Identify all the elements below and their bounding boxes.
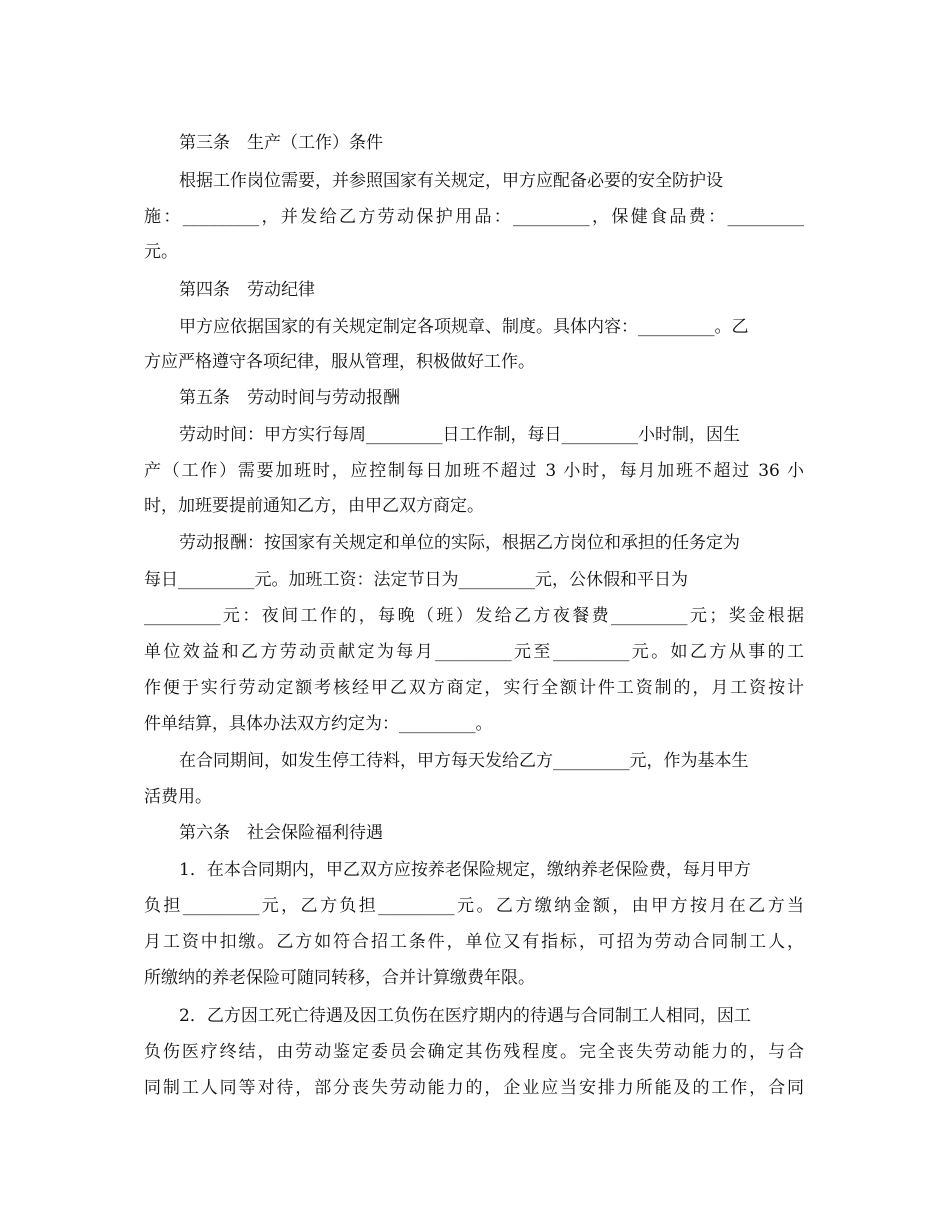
article-4-heading: 第四条 劳动纪律 (179, 280, 315, 300)
paragraph-line: 甲方应依据国家的有关规定制定各项规章、制度。具体内容：_________。乙 (179, 317, 749, 337)
paragraph-line: 所缴纳的养老保险可随同转移，合并计算缴费年限。 (144, 968, 535, 988)
article-6-heading: 第六条 社会保险福利待遇 (179, 823, 383, 843)
article-3-heading: 第三条 生产（工作）条件 (179, 133, 383, 153)
paragraph-line: 在合同期间，如发生停工待料，甲方每天发给乙方_________元，作为基本生 (179, 751, 749, 771)
paragraph-line: 1．在本合同期内，甲乙双方应按养老保险规定，缴纳养老保险费，每月甲方 (179, 860, 751, 880)
paragraph-line: 2．乙方因工死亡待遇及因工负伤在医疗期内的待遇与合同制工人相同，因工 (179, 1006, 751, 1026)
paragraph-line: 负担_________元，乙方负担_________元。乙方缴纳金额，由甲方按月在乙方当 (144, 896, 804, 916)
paragraph-line: 元。 (144, 242, 178, 262)
paragraph-line: 负伤医疗终结，由劳动鉴定委员会确定其伤残程度。完全丧失劳动能力的，与合 (144, 1042, 804, 1062)
paragraph-line: 劳动报酬：按国家有关规定和单位的实际，根据乙方岗位和承担的任务定为 (179, 533, 740, 553)
paragraph-line: 根据工作岗位需要，并参照国家有关规定，甲方应配备必要的安全防护设 (179, 171, 723, 191)
paragraph-line: 产（工作）需要加班时，应控制每日加班不超过 3 小时，每月加班不超过 36 小 (144, 461, 804, 481)
paragraph-line: 作便于实行劳动定额考核经甲乙双方商定，实行全额计件工资制的，月工资按计 (144, 678, 804, 698)
paragraph-line: 时，加班要提前通知乙方，由甲乙双方商定。 (144, 496, 484, 516)
paragraph-line: 活费用。 (144, 787, 212, 807)
paragraph-line: 每日_________元。加班工资：法定节日为_________元，公休假和平日为 (144, 570, 688, 590)
paragraph-line: 施：_________，并发给乙方劳动保护用品：_________，保健食品费：_________ (144, 207, 804, 227)
article-5-heading: 第五条 劳动时间与劳动报酬 (179, 388, 400, 408)
paragraph-line: 件单结算，具体办法双方约定为：_________。 (144, 714, 493, 734)
paragraph-line: _________元：夜间工作的，每晚（班）发给乙方夜餐费_________元；奖金根据 (144, 606, 804, 626)
paragraph-line: 方应严格遵守各项纪律，服从管理，积极做好工作。 (144, 352, 535, 372)
paragraph-line: 同制工人同等对待，部分丧失劳动能力的，企业应当安排力所能及的工作，合同 (144, 1078, 804, 1098)
paragraph-line: 劳动时间：甲方实行每周_________日工作制，每日_________小时制，因生 (179, 425, 740, 445)
paragraph-line: 单位效益和乙方劳动贡献定为每月_________元至_________元。如乙方从事的工 (144, 642, 804, 662)
paragraph-line: 月工资中扣缴。乙方如符合招工条件，单位又有指标，可招为劳动合同制工人， (144, 932, 804, 952)
